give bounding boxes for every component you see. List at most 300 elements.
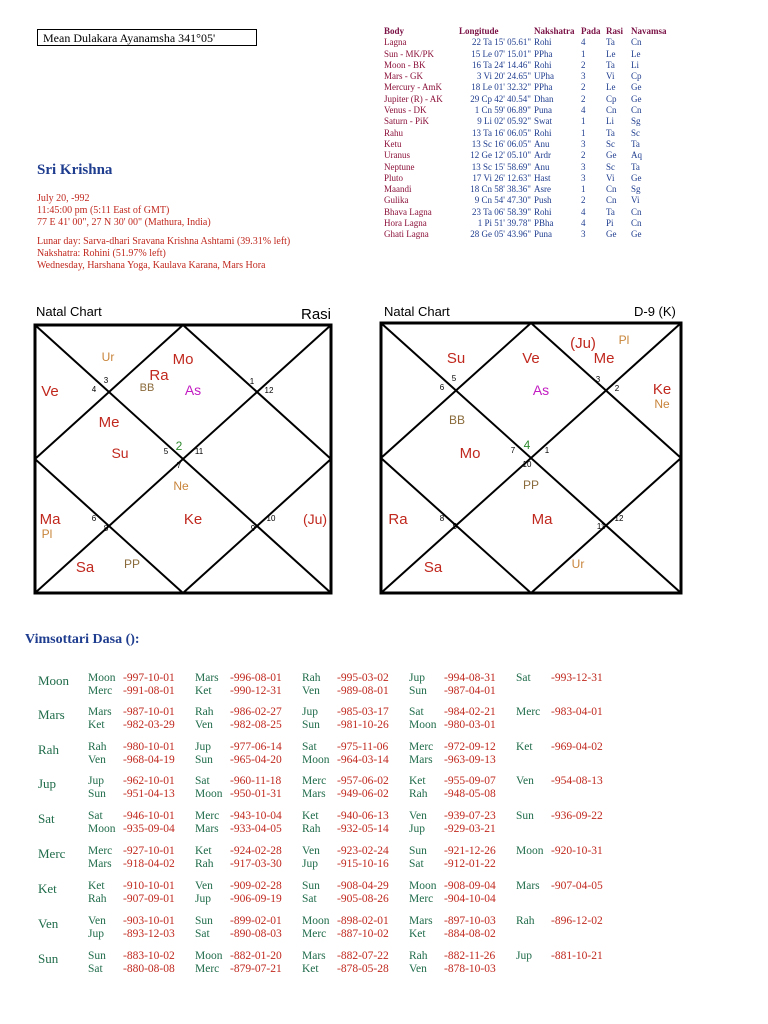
dasa-period — [409, 754, 496, 767]
planet-table-cell: Le — [631, 48, 641, 59]
planet-table-cell: Cn — [606, 184, 617, 195]
dasa-planet: Sun — [88, 788, 106, 800]
dasa-period — [516, 845, 603, 858]
planet-table-cell: 13 Sc 16' 06.05" — [471, 138, 531, 149]
dasa-period — [516, 672, 603, 685]
dasa-lord: Sat — [38, 811, 55, 826]
dasa-period — [409, 858, 496, 871]
dasa-period — [302, 741, 388, 754]
planet-table-cell: Saturn - PiK — [384, 116, 429, 127]
planet-table-row — [384, 218, 674, 229]
dasa-period — [195, 950, 282, 963]
planet-table-cell: Rahu — [384, 127, 403, 138]
planet-bb: BB — [139, 382, 155, 394]
planet-table-cell: Cn — [631, 37, 642, 48]
planet-me: Me — [98, 414, 120, 431]
planet-table-cell: 4 — [581, 37, 586, 48]
dasa-date: -878-10-03 — [444, 963, 496, 975]
dasa-period — [409, 880, 496, 893]
planet-table-cell: 2 — [581, 195, 586, 206]
dasa-date: -962-10-01 — [123, 775, 175, 787]
planet-ra: Ra — [149, 367, 169, 384]
planet-table-cell: 13 Sc 15' 58.69" — [471, 161, 531, 172]
dasa-planet: Merc — [302, 775, 327, 787]
dasa-date: -882-01-20 — [230, 950, 282, 962]
dasa-period — [88, 672, 175, 685]
planet-pp: PP — [123, 557, 141, 571]
dasa-period — [195, 928, 282, 941]
dasa-planet: Ket — [88, 880, 105, 892]
planet-ra: Ra — [388, 511, 408, 528]
dasa-date: -990-12-31 — [230, 685, 282, 697]
planet-table-cell: 4 — [581, 105, 586, 116]
dasa-planet: Ket — [409, 928, 426, 940]
planet-table-cell: Lagna — [384, 37, 407, 48]
house-number: 12 — [614, 514, 624, 523]
house-number: 8 — [103, 524, 109, 533]
planet-table-cell: 1 — [581, 116, 586, 127]
planet-table-cell: Push — [534, 195, 552, 206]
planet-table-cell: Uranus — [384, 150, 410, 161]
dasa-planet: Moon — [409, 719, 437, 731]
planet-table-cell: Ta — [631, 138, 640, 149]
planet-table-row — [384, 195, 674, 206]
dasa-period — [302, 928, 389, 941]
planet-table-cell: Ge — [631, 229, 642, 240]
house-number: 5 — [163, 447, 169, 456]
planet-table-cell: 1 Pi 51' 39.78" — [477, 218, 531, 229]
dasa-period — [88, 928, 175, 941]
planet-table-cell: Pi — [606, 218, 614, 229]
rasi-chart-title: Natal Chart — [36, 304, 102, 319]
planet-table-cell: Puna — [534, 105, 552, 116]
dasa-date: -954-08-13 — [551, 775, 603, 787]
dasa-planet: Mars — [409, 915, 433, 927]
dasa-planet: Moon — [195, 950, 223, 962]
house-number: 11 — [194, 447, 204, 456]
planet-table-cell: 9 Li 02' 05.92" — [477, 116, 531, 127]
dasa-date: -882-11-26 — [444, 950, 496, 962]
planet-table-row — [384, 37, 674, 48]
planet-table-cell: Le — [606, 82, 616, 93]
planet-table-cell: Rohi — [534, 37, 552, 48]
dasa-planet: Sun — [409, 685, 427, 697]
dasa-planet: Rah — [88, 893, 107, 905]
dasa-date: -995-03-02 — [337, 672, 389, 684]
planet-mo: Mo — [172, 351, 194, 368]
planet-table-header-cell: Longitude — [459, 26, 499, 36]
dasa-period — [409, 672, 496, 685]
planet-table-cell: Cn — [606, 105, 617, 116]
planet-table-cell: Maandi — [384, 184, 412, 195]
dasa-planet: Jup — [302, 858, 318, 870]
dasa-period — [409, 845, 496, 858]
house-number: 6 — [439, 383, 445, 392]
dasa-date: -994-08-31 — [444, 672, 496, 684]
dasa-lord: Sun — [38, 951, 59, 966]
dasa-planet: Jup — [195, 741, 211, 753]
planet-table-cell: 13 Ta 16' 06.05" — [472, 127, 531, 138]
weekday-info: Wednesday, Harshana Yoga, Kaulava Karana, Mars Hora — [37, 260, 266, 271]
planet-table-cell: 1 Cn 59' 06.89" — [474, 105, 531, 116]
dasa-planet: Sat — [195, 928, 210, 940]
house-number: 9 — [452, 522, 458, 531]
house-number: 10 — [266, 514, 276, 523]
dasa-date: -887-10-02 — [337, 928, 389, 940]
planet-sa: Sa — [75, 559, 95, 576]
dasa-lord: Mars — [38, 707, 65, 722]
planet-table-cell: Sc — [606, 138, 615, 149]
dasa-lord: Ven — [38, 916, 59, 931]
planet-table-row — [384, 71, 674, 82]
dasa-date: -933-04-05 — [230, 823, 282, 835]
dasa-date: -993-12-31 — [551, 672, 603, 684]
dasa-period — [88, 775, 175, 788]
dasa-date: -908-09-04 — [444, 880, 496, 892]
dasa-period — [88, 706, 175, 719]
house-number: 9 — [250, 524, 256, 533]
dasa-date: -982-03-29 — [123, 719, 175, 731]
dasa-period — [302, 915, 389, 928]
dasa-date: -987-10-01 — [123, 706, 175, 718]
planet-table-cell: 3 — [581, 229, 586, 240]
dasa-period — [88, 719, 175, 732]
planet-ke: Ke — [183, 511, 203, 528]
dasa-date: -882-07-22 — [337, 950, 389, 962]
planet-table-header-cell: Pada — [581, 26, 601, 36]
dasa-period — [88, 845, 175, 858]
planet-ju: (Ju) — [302, 511, 328, 527]
planet-table-cell: Mars - GK — [384, 71, 423, 82]
planet-ju: (Ju) — [570, 335, 596, 352]
dasa-planet: Jup — [516, 950, 532, 962]
planet-table-row — [384, 139, 674, 150]
dasa-title: Vimsottari Dasa (): — [25, 632, 140, 647]
dasa-period — [409, 950, 495, 963]
planet-table-header-cell: Body — [384, 26, 405, 36]
planet-table-cell: Mercury - AmK — [384, 82, 442, 93]
dasa-period — [195, 810, 282, 823]
dasa-date: -997-10-01 — [123, 672, 175, 684]
dasa-planet: Ket — [195, 685, 212, 697]
dasa-period — [302, 775, 389, 788]
dasa-planet: Rah — [195, 858, 214, 870]
dasa-date: -881-10-21 — [551, 950, 603, 962]
dasa-date: -920-10-31 — [551, 845, 603, 857]
dasa-period — [195, 775, 281, 788]
dasa-planet: Merc — [195, 963, 220, 975]
dasa-planet: Sun — [516, 810, 534, 822]
dasa-planet: Moon — [302, 915, 330, 927]
dasa-period — [88, 810, 175, 823]
dasa-period — [516, 950, 603, 963]
planet-table-cell: Cn — [631, 105, 642, 116]
dasa-period — [195, 754, 282, 767]
dasa-planet: Sat — [88, 810, 103, 822]
dasa-period — [302, 893, 389, 906]
planet-ur: Ur — [571, 557, 585, 571]
dasa-date: -879-07-21 — [230, 963, 282, 975]
dasa-date: -946-10-01 — [123, 810, 175, 822]
dasa-date: -924-02-28 — [230, 845, 282, 857]
planet-table-row — [384, 116, 674, 127]
planet-table-cell: Hora Lagna — [384, 218, 427, 229]
dasa-period — [409, 928, 496, 941]
dasa-period — [516, 915, 603, 928]
planet-table-cell: UPha — [534, 71, 554, 82]
dasa-planet: Merc — [88, 845, 113, 857]
dasa-planet: Ket — [409, 775, 426, 787]
planet-pp: PP — [522, 478, 540, 492]
dasa-date: -898-02-01 — [337, 915, 389, 927]
dasa-period — [302, 950, 389, 963]
planet-table-cell: 29 Cp 42' 40.54" — [470, 93, 531, 104]
dasa-period — [409, 915, 496, 928]
planet-ke: Ke — [652, 381, 672, 398]
dasa-period — [302, 880, 389, 893]
planet-table-cell: Li — [606, 116, 614, 127]
dasa-planet: Ven — [516, 775, 534, 787]
dasa-date: -987-04-01 — [444, 685, 496, 697]
dasa-planet: Rah — [409, 950, 428, 962]
planet-table-cell: Gulika — [384, 195, 409, 206]
dasa-date: -905-08-26 — [337, 893, 389, 905]
dasa-planet: Mars — [302, 950, 326, 962]
planet-table-cell: Ardr — [534, 150, 551, 161]
dasa-planet: Sat — [195, 775, 210, 787]
dasa-date: -918-04-02 — [123, 858, 175, 870]
dasa-planet: Mars — [195, 823, 219, 835]
dasa-period — [195, 858, 282, 871]
planet-mo: Mo — [459, 445, 481, 462]
dasa-period — [195, 915, 282, 928]
dasa-planet: Jup — [88, 928, 104, 940]
planet-table-cell: 3 — [581, 138, 586, 149]
planet-table-cell: 3 — [581, 161, 586, 172]
planet-table-cell: Ge — [631, 172, 642, 183]
planet-table-cell: Li — [631, 59, 639, 70]
dasa-planet: Merc — [195, 810, 220, 822]
dasa-period — [516, 741, 603, 754]
dasa-date: -907-09-01 — [123, 893, 175, 905]
dasa-period — [302, 810, 389, 823]
planet-table-cell: Ge — [631, 82, 642, 93]
dasa-period — [409, 893, 496, 906]
dasa-date: -923-02-24 — [337, 845, 389, 857]
dasa-period — [516, 880, 603, 893]
dasa-period — [195, 741, 282, 754]
planet-table-cell: 1 — [581, 184, 586, 195]
house-number: 4 — [523, 438, 531, 452]
planet-table — [384, 26, 674, 241]
planet-table-cell: Sc — [631, 127, 640, 138]
dasa-date: -975-11-06 — [337, 741, 389, 753]
dasa-date: -927-10-01 — [123, 845, 175, 857]
planet-table-cell: Le — [606, 48, 616, 59]
planet-ma: Ma — [531, 511, 553, 528]
dasa-lord: Moon — [38, 673, 70, 688]
planet-table-cell: Dhan — [534, 93, 554, 104]
dasa-period — [302, 823, 389, 836]
planet-as: As — [184, 382, 202, 398]
dasa-planet: Jup — [302, 706, 318, 718]
planet-table-cell: Cn — [631, 218, 642, 229]
dasa-period — [88, 685, 175, 698]
planet-table-row — [384, 184, 674, 195]
house-number: 12 — [264, 386, 274, 395]
planet-pl: Pl — [618, 333, 630, 347]
dasa-planet: Merc — [302, 928, 327, 940]
planet-table-cell: 3 — [581, 172, 586, 183]
dasa-period — [302, 685, 389, 698]
planet-table-cell: Puna — [534, 229, 552, 240]
planet-table-cell: 1 — [581, 48, 586, 59]
planet-table-cell: Rohi — [534, 59, 552, 70]
dasa-planet: Jup — [195, 893, 211, 905]
dasa-planet: Sun — [302, 719, 320, 731]
dasa-date: -929-03-21 — [444, 823, 496, 835]
dasa-date: -955-09-07 — [444, 775, 496, 787]
planet-table-row — [384, 82, 674, 93]
dasa-planet: Moon — [409, 880, 437, 892]
dasa-period — [409, 741, 496, 754]
planet-table-cell: 9 Cn 54' 47.30" — [474, 195, 531, 206]
dasa-period — [409, 788, 496, 801]
planet-table-cell: 4 — [581, 206, 586, 217]
dasa-period — [88, 880, 175, 893]
planet-table-cell: Swat — [534, 116, 552, 127]
dasa-planet: Moon — [88, 672, 116, 684]
dasa-planet: Moon — [88, 823, 116, 835]
house-number: 1 — [249, 377, 255, 386]
dasa-planet: Ven — [88, 915, 106, 927]
birth-place: 77 E 41' 00", 27 N 30' 00" (Mathura, India) — [37, 217, 211, 228]
dasa-period — [409, 810, 496, 823]
planet-ur: Ur — [101, 350, 115, 364]
planet-table-cell: Jupiter (R) - AK — [384, 93, 443, 104]
planet-table-cell: Cn — [631, 206, 642, 217]
dasa-period — [409, 775, 496, 788]
dasa-date: -878-05-28 — [337, 963, 389, 975]
planet-table-cell: 28 Ge 05' 43.96" — [470, 229, 531, 240]
planet-su: Su — [111, 445, 129, 461]
dasa-period — [302, 788, 389, 801]
dasa-date: -965-04-20 — [230, 754, 282, 766]
dasa-planet: Moon — [302, 754, 330, 766]
dasa-planet: Rah — [88, 741, 107, 753]
dasa-period — [516, 810, 603, 823]
dasa-planet: Moon — [195, 788, 223, 800]
dasa-planet: Mars — [88, 706, 112, 718]
dasa-planet: Ket — [195, 845, 212, 857]
dasa-planet: Sat — [88, 963, 103, 975]
dasa-planet: Sun — [195, 915, 213, 927]
house-number: 7 — [510, 446, 516, 455]
dasa-period — [195, 880, 282, 893]
planet-table-cell: Ketu — [384, 138, 402, 149]
dasa-planet: Ket — [302, 963, 319, 975]
dasa-date: -969-04-02 — [551, 741, 603, 753]
planet-table-row — [384, 150, 674, 161]
house-number: 4 — [91, 385, 97, 394]
dasa-date: -884-08-02 — [444, 928, 496, 940]
planet-table-cell: Vi — [606, 71, 615, 82]
planet-table-cell: Aq — [631, 150, 642, 161]
house-number: 8 — [439, 514, 445, 523]
planet-table-row — [384, 105, 674, 116]
planet-table-row — [384, 94, 674, 105]
planet-table-cell: Ge — [606, 150, 617, 161]
planet-table-row — [384, 60, 674, 71]
dasa-date: -912-01-22 — [444, 858, 496, 870]
planet-table-cell: Anu — [534, 138, 550, 149]
ayanamsha-box: Mean Dulakara Ayanamsha 341°05' — [37, 29, 257, 46]
dasa-date: -939-07-23 — [444, 810, 496, 822]
planet-bb: BB — [448, 413, 466, 427]
dasa-date: -906-09-19 — [230, 893, 282, 905]
planet-table-cell: Sun - MK/PK — [384, 48, 435, 59]
dasa-date: -897-10-03 — [444, 915, 496, 927]
dasa-planet: Sun — [302, 880, 320, 892]
dasa-date: -980-10-01 — [123, 741, 175, 753]
planet-table-row — [384, 173, 674, 184]
dasa-date: -940-06-13 — [337, 810, 389, 822]
dasa-date: -949-06-02 — [337, 788, 389, 800]
dasa-period — [88, 788, 175, 801]
dasa-date: -917-03-30 — [230, 858, 282, 870]
dasa-date: -985-03-17 — [337, 706, 389, 718]
planet-table-cell: Ge — [606, 229, 617, 240]
dasa-planet: Sun — [88, 950, 106, 962]
dasa-date: -982-08-25 — [230, 719, 282, 731]
dasa-date: -951-04-13 — [123, 788, 175, 800]
dasa-period — [195, 845, 282, 858]
navamsa-chart-label: D-9 (K) — [634, 304, 676, 319]
dasa-date: -991-08-01 — [123, 685, 175, 697]
dasa-planet: Rah — [409, 788, 428, 800]
dasa-period — [409, 685, 496, 698]
planet-ve: Ve — [522, 350, 540, 367]
dasa-planet: Ket — [302, 810, 319, 822]
dasa-lord: Jup — [38, 776, 57, 791]
planet-table-row — [384, 49, 674, 60]
dasa-planet: Merc — [409, 741, 434, 753]
rasi-chart — [33, 323, 336, 598]
planet-sa: Sa — [423, 559, 443, 576]
dasa-date: -883-10-02 — [123, 950, 175, 962]
dasa-period — [195, 963, 282, 976]
planet-table-cell: Ta — [606, 206, 615, 217]
house-number: 6 — [91, 514, 97, 523]
house-number: 1 — [544, 446, 550, 455]
planet-table-cell: 23 Ta 06' 58.39" — [472, 206, 531, 217]
dasa-date: -960-11-18 — [230, 775, 282, 787]
dasa-planet: Mars — [516, 880, 540, 892]
navamsa-chart-title: Natal Chart — [384, 304, 450, 319]
dasa-period — [88, 963, 175, 976]
dasa-period — [302, 672, 389, 685]
planet-table-cell: Sg — [631, 184, 641, 195]
dasa-period — [516, 775, 603, 788]
dasa-planet: Rah — [302, 672, 321, 684]
dasa-planet: Ket — [516, 741, 533, 753]
dasa-planet: Ven — [302, 685, 320, 697]
dasa-date: -935-09-04 — [123, 823, 175, 835]
dasa-period — [302, 706, 389, 719]
dasa-planet: Mars — [409, 754, 433, 766]
dasa-planet: Merc — [88, 685, 113, 697]
planet-table-cell: PPha — [534, 82, 553, 93]
